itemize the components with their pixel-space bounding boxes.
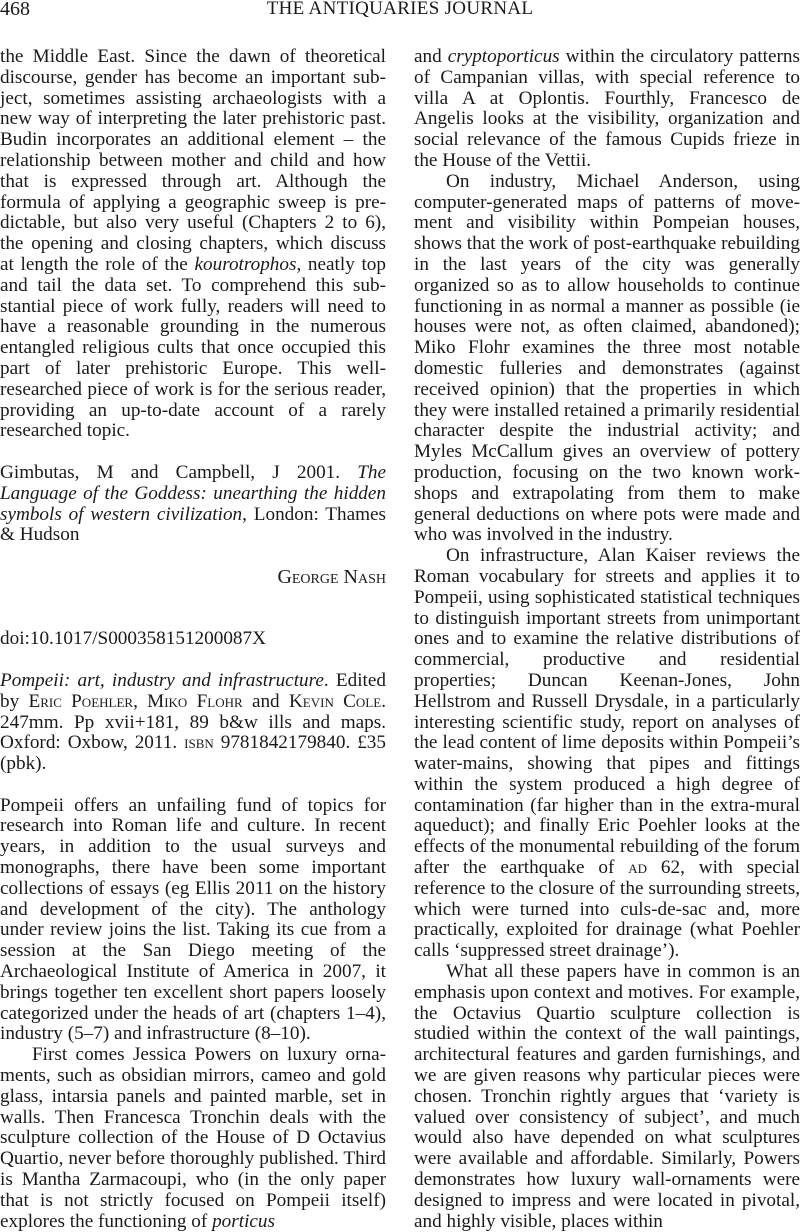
body-paragraph: On industry, Michael Anderson, using computer-generated maps of patterns of movement and visibility within Pompeian houses, shows that the work of post-earthquake rebuilding in the last years of the city was generally organized so as to allow households to continue functioning in as normal a manner as possible (ie houses were not, as often claimed, abandoned); Miko Flohr examines the three most notable domestic fulleries and demonstrates (against received opinion) that the properties in which they were installed retained a primarily residential character despite the industrial activity; and Myles McCallum gives an overview of pottery production, focusing on the two known workshops and extrapolating from them to make general deductions on where pots were made and who was involved in the industry. <box>414 170 800 546</box>
editor-name: Miko Flohr <box>147 690 243 712</box>
spacer <box>0 546 386 567</box>
running-head: THE ANTIQUARIES JOURNAL <box>266 0 534 19</box>
spacer <box>0 650 386 671</box>
page-header <box>0 0 800 24</box>
doi-link[interactable]: doi:10.1017/S000358151200087X <box>0 628 266 650</box>
body-paragraph: First comes Jessica Powers on luxury ornaments, such as obsidian mirrors, cameo and gold glass, intarsia panels and painted marble, set in walls. Then Francesca Tronchin deals with the sculpture collection of the House of D Octavius Quartio, never before thoroughly published. Third is Mantha Zarmacoupi, who (in the only paper that is not strictly focused on Pompeii itself) explores the functioning of porticus <box>0 1044 386 1232</box>
spacer <box>0 775 386 796</box>
reviewer-signature: George Nash <box>277 565 386 588</box>
right-column <box>414 47 800 1232</box>
body-paragraph: Pompeii offers an unfailing fund of topics for research into Roman life and culture. In recent years, in addition to the usual surveys and monographs, there have been some important collections of essays (eg Ellis 2011 on the history and development of the city). The anthology under review joins the list. Taking its cue from a session at the San Diego meeting of the Archaeological Institute of America in 2007, it brings together ten excellent short papers loosely categorized under the heads of art (chapters 1–4), industry (5–7) and infrastructure (8–10). <box>0 794 386 1045</box>
italic-term: cryptoporticus <box>447 46 560 67</box>
body-paragraph: What all these papers have in common is an emphasis upon context and motives. For example, the Octavius Quartio sculpture collection is studied within the context of the wall paintings, architectural features and garden furnishings, and we are given reasons why particular pieces were chosen. Tronchin rightly argues that ‘variety is valued over consistency of subject’, and much would also have depended on what sculptures were available and affordable. Similarly, Powers demonstrates how luxury wall-ornaments were designed to impress and were located in pivotal, and highly visible, places within <box>414 961 800 1232</box>
left-column <box>0 47 386 1232</box>
body-paragraph: and cryptoporticus within the circulatory patterns of Campanian villas, with special reference to villa A at Oplontis. Fourthly, Francesco de Angelis looks at the visibility, organization and social relevance of the famous Cupids frieze in the House of the Vettii. <box>414 46 800 171</box>
isbn-label: isbn <box>184 732 214 754</box>
editor-name: Eric Poehler <box>28 690 134 712</box>
book-title: Pompeii: art, industry and infrastructure <box>0 669 324 691</box>
reference-title: The Language of the Goddess: unearthing the hidden symbols of western civilization <box>0 461 386 525</box>
body-paragraph: On infrastructure, Alan Kaiser reviews the Roman vocabulary for streets and applies it to Pompeii, using sophisticated statistical techniques to distinguish important streets from unimportant ones and to examine the relative distributions of commercial, productive and residential properties; Duncan Keenan-Jones, John Hellstrom and Russell Drysdale, in a particularly interesting scientific study, report on analyses of the lead content of lime deposits within Pompeii’s water-mains, showing that pipes and fittings within the system produced a high degree of contamination (far higher than in the extra-mural aqueduct); and finally Eric Poehler looks at the effects of the monumental rebuilding of the forum after the earthquake of ad 62, with special reference to the closure of the surrounding streets, which were turned into culs-de-sac and, more practically, exploited for drainage (what Poehler calls ‘suppressed street drainage’). <box>414 545 800 962</box>
italic-term: kourotrophos <box>194 253 297 275</box>
spacer <box>0 588 386 630</box>
book-citation: Pompeii: art, industry and infrastructure. Edited by Eric Poehler, Miko Flohr and Kevin Cole. 247mm. Pp xvii+181, 89 b&w ills and maps. Oxford: Oxbow, 2011. isbn 9781842179840. £35 (pbk). <box>0 669 386 775</box>
review-paragraph: the Middle East. Since the dawn of theoretical discourse, gender has become an important subject, sometimes assisting archaeologists with a new way of interpreting the later prehistoric past. Budin incorporates an additional element – the relationship between mother and child and how that is expressed through art. Although the formula of applying a geographic sweep is predictable, but also very useful (Chapters 2 to 6), the opening and closing chapters, which discuss at length the role of the kourotrophos, neatly top and tail the data set. To comprehend this substantial piece of work fully, readers will need to have a reasonable grounding in the numerous entangled religious cults that once occupied this part of later prehistoric Europe. This well-researched piece of work is for the serious reader, providing an up-to-date account of a rarely researched topic. <box>0 46 386 442</box>
editor-name: Kevin Cole <box>288 690 382 712</box>
bibliography-reference: Gimbutas, M and Campbell, J 2001. The Language of the Goddess: unearthing the hidden symbols of western civilization, London: Thames & Hudson <box>0 461 386 546</box>
italic-term: porticus <box>212 1210 275 1232</box>
page-number: 468 <box>0 0 30 20</box>
era-abbreviation: ad <box>628 857 648 879</box>
spacer <box>0 442 386 463</box>
